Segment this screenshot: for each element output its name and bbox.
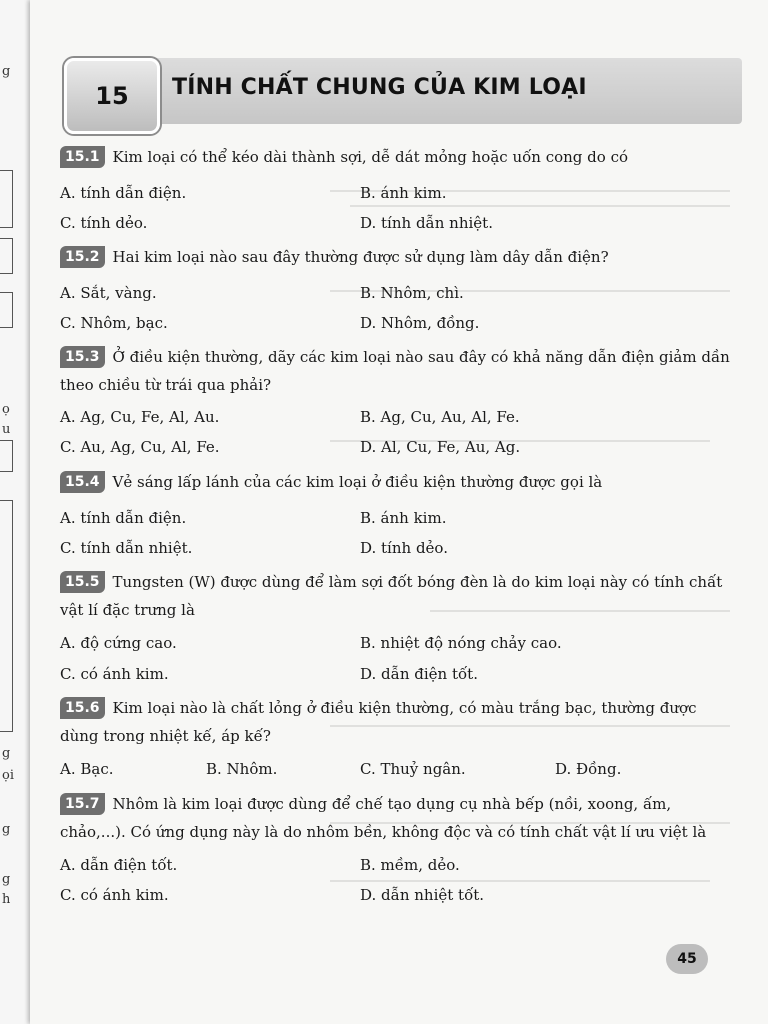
answer-option: B. mềm, dẻo. [360,856,460,874]
answer-option: C. có ánh kim. [60,886,169,904]
question-text: Hai kim loại nào sau đây thường được sử dụng làm dây dẫn điện? [112,248,609,266]
answer-option: D. tính dẫn nhiệt. [360,214,493,232]
answer-option: A. Bạc. [60,760,114,778]
answer-option: D. Đồng. [555,760,622,778]
question-text: Ở điều kiện thường, dãy các kim loại nào sau đây có khả năng dẫn điện giảm dần theo chiều từ trái qua phải? [60,348,730,394]
previous-page-edge [0,0,33,1024]
margin-fragment: ọi [2,768,14,783]
question-stem [60,694,736,750]
margin-box [0,238,13,274]
answer-option: D. dẫn điện tốt. [360,665,478,683]
margin-box [0,440,13,472]
question-text: Kim loại nào là chất lỏng ở điều kiện thường, có màu trắng bạc, thường được dùng trong nhiệt kế, áp kế? [60,699,697,745]
question-text: Vẻ sáng lấp lánh của các kim loại ở điều kiện thường được gọi là [112,473,603,491]
question-number: 15.4 [60,471,105,493]
question-stem [60,343,736,399]
question-stem [60,568,736,624]
question-text: Tungsten (W) được dùng để làm sợi đốt bóng đèn là do kim loại này có tính chất vật lí đặc trưng là [60,573,723,619]
question-number: 15.1 [60,146,105,168]
answer-option: D. Al, Cu, Fe, Au, Ag. [360,438,521,456]
answer-option: B. Nhôm, chì. [360,284,464,302]
question-text: Nhôm là kim loại được dùng để chế tạo dụng cụ nhà bếp (nồi, xoong, ấm, chảo,...). Có ứng dụng này là do nhôm bền, không độc và có tính chất vật lí ưu việt là [60,795,707,841]
chapter-title: TÍNH CHẤT CHUNG CỦA KIM LOẠI [172,75,587,100]
answer-option: B. nhiệt độ nóng chảy cao. [360,634,562,652]
answer-option: D. Nhôm, đồng. [360,314,480,332]
answer-option: C. Au, Ag, Cu, Al, Fe. [60,438,220,456]
answer-option: B. Ag, Cu, Au, Al, Fe. [360,408,520,426]
margin-fragment: ọ [2,402,10,417]
question-stem [60,468,736,496]
answer-option: C. tính dẻo. [60,214,148,232]
answer-option: C. có ánh kim. [60,665,169,683]
answer-option: A. Ag, Cu, Fe, Al, Au. [60,408,220,426]
margin-fragment: u [2,422,11,437]
answer-option: B. ánh kim. [360,509,447,527]
answer-option: C. Nhôm, bạc. [60,314,168,332]
margin-fragment: h [2,892,11,907]
question-text: Kim loại có thể kéo dài thành sợi, dễ dát mỏng hoặc uốn cong do có [112,148,629,166]
margin-fragment: g [2,822,11,837]
answer-option: A. dẫn điện tốt. [60,856,178,874]
answer-option: A. Sắt, vàng. [60,284,157,302]
answer-option: A. độ cứng cao. [60,634,177,652]
question-stem [60,143,736,171]
margin-fragment: g [2,746,11,761]
question-number: 15.7 [60,793,105,815]
question-number: 15.2 [60,246,105,268]
answer-option: B. Nhôm. [206,760,278,778]
margin-box [0,170,13,228]
answer-option: A. tính dẫn điện. [60,509,187,527]
margin-box [0,292,13,328]
answer-option: D. tính dẻo. [360,539,448,557]
page-number: 45 [666,944,708,974]
answer-option: A. tính dẫn điện. [60,184,187,202]
question-number: 15.5 [60,571,105,593]
margin-box [0,500,13,732]
chapter-number-badge: 15 [64,58,160,134]
question-stem [60,790,736,846]
answer-option: C. Thuỷ ngân. [360,760,466,778]
margin-fragment: g [2,64,11,79]
question-number: 15.3 [60,346,105,368]
answer-option: B. ánh kim. [360,184,447,202]
question-stem [60,243,736,271]
margin-fragment: g [2,872,11,887]
question-number: 15.6 [60,697,105,719]
answer-option: C. tính dẫn nhiệt. [60,539,193,557]
book-page [30,0,768,1024]
answer-option: D. dẫn nhiệt tốt. [360,886,485,904]
